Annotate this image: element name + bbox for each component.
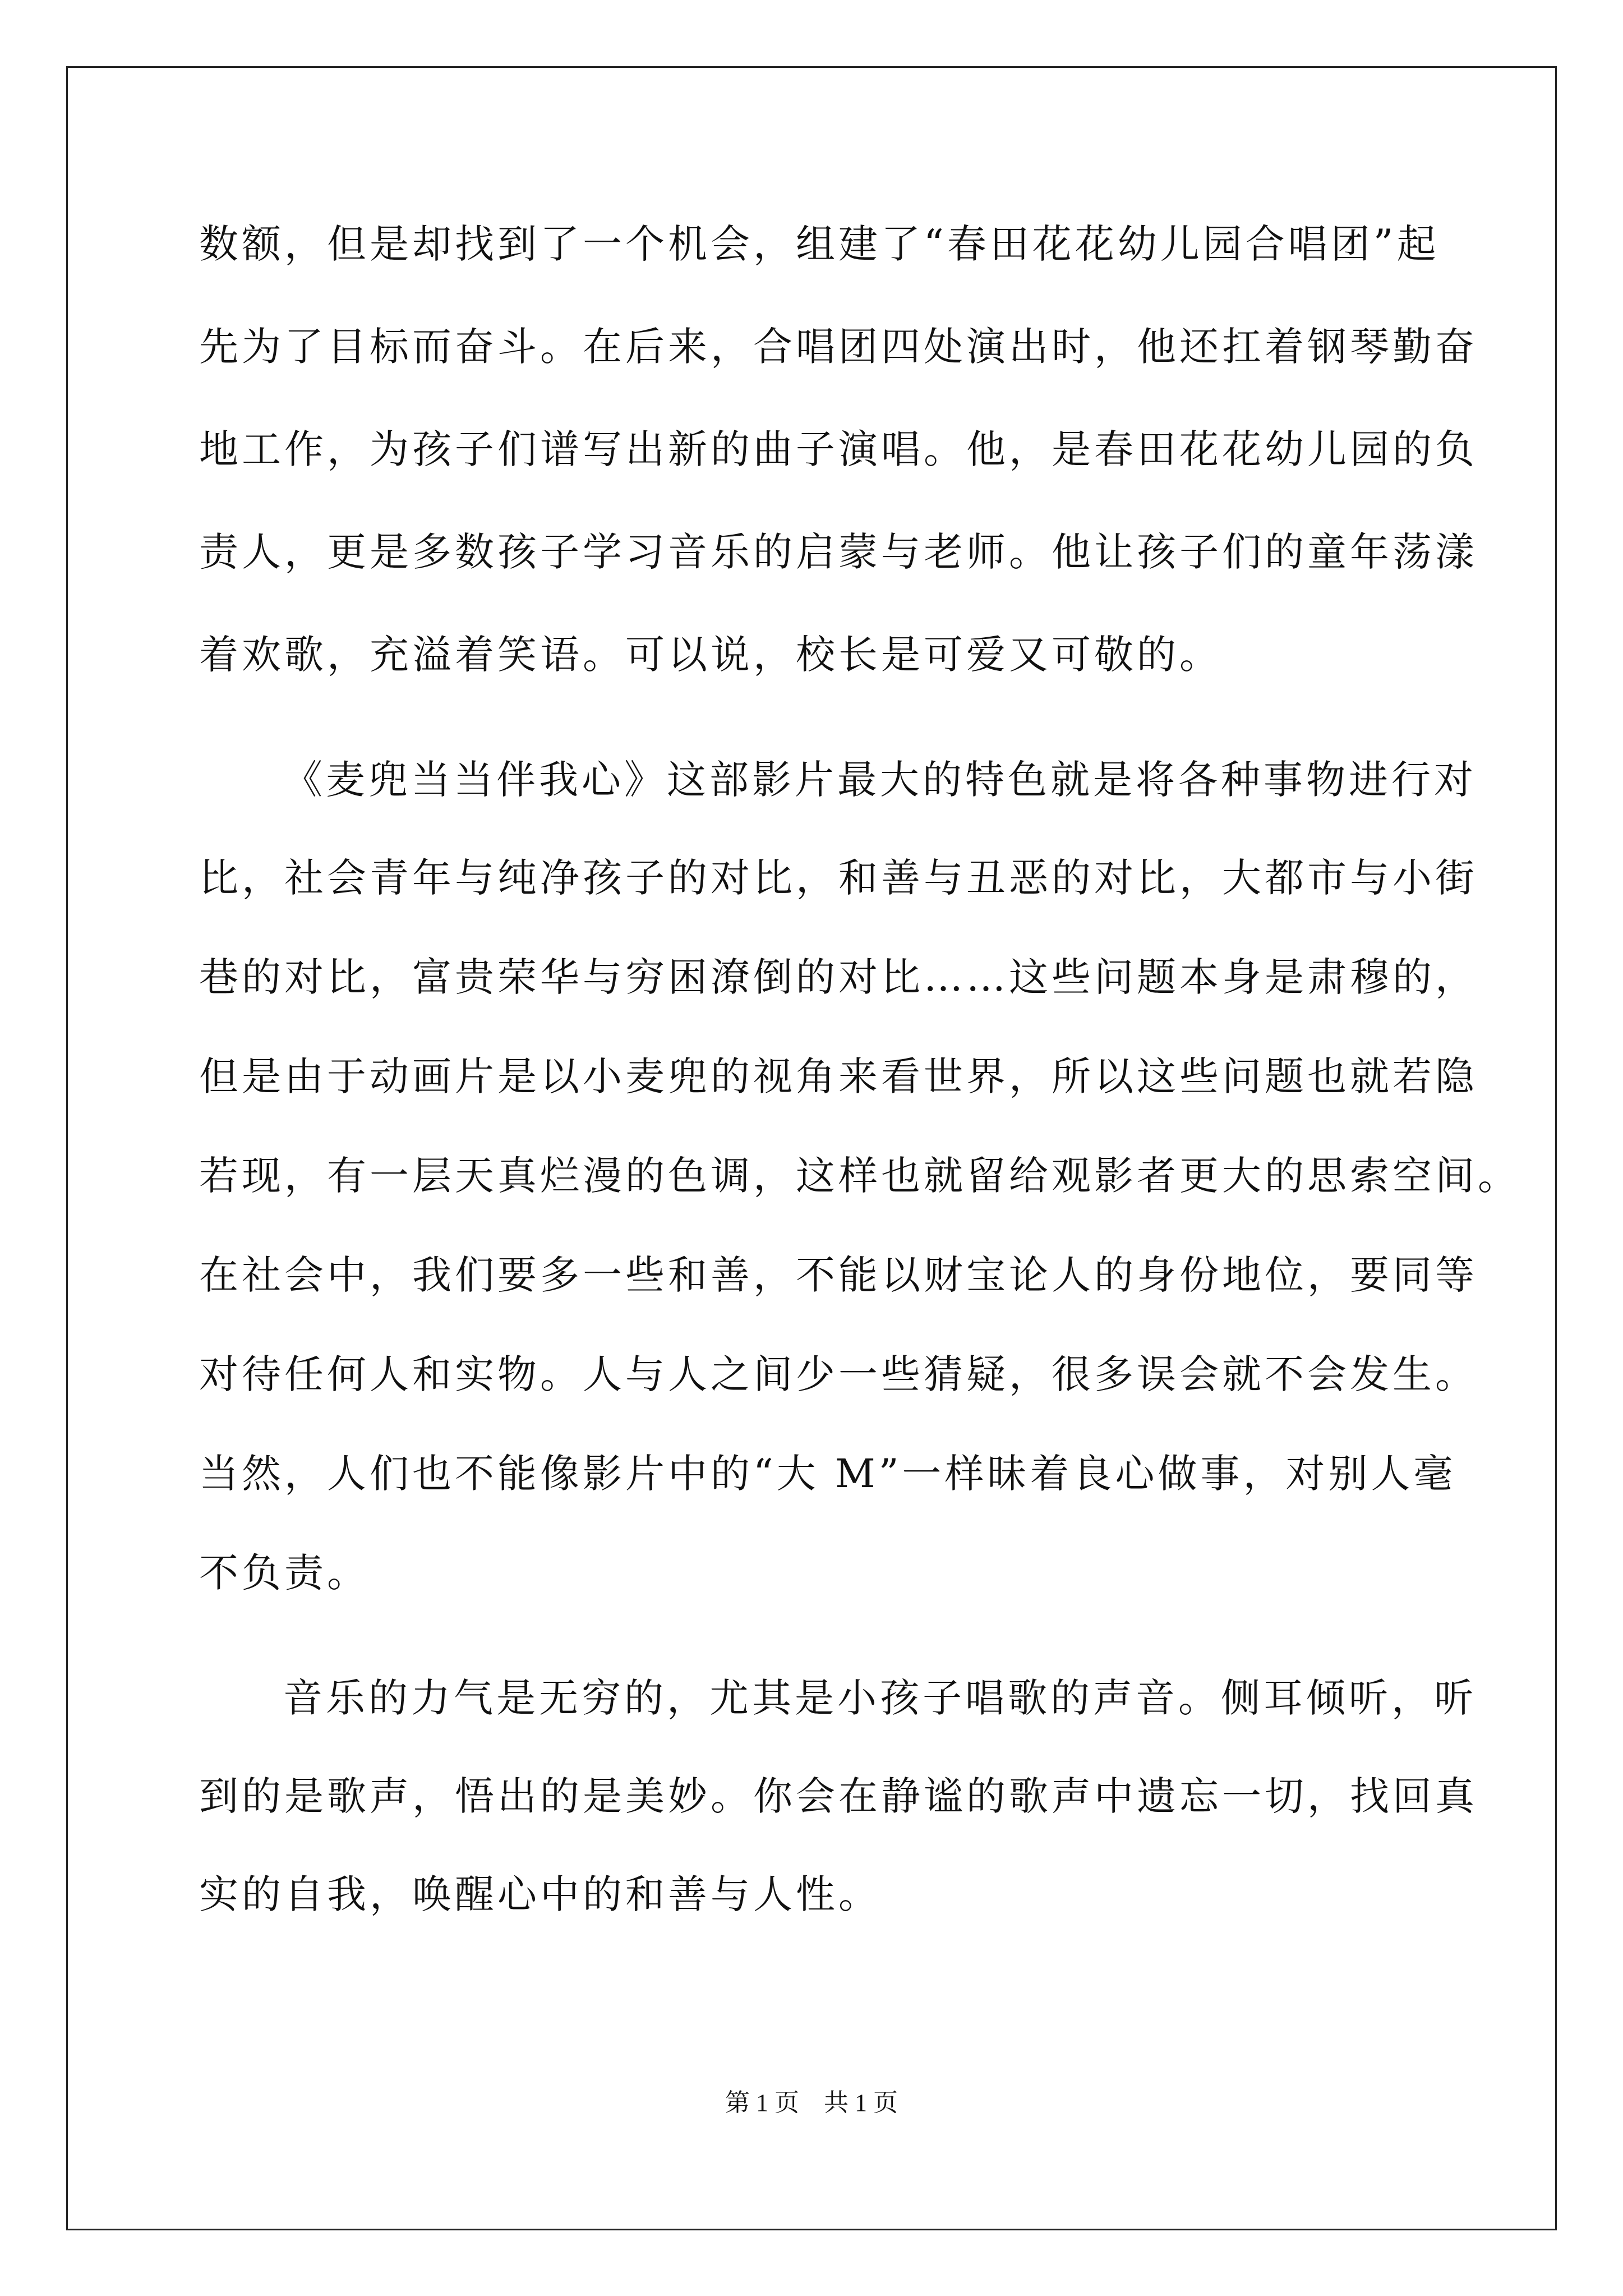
text-line: 实的自我，唤醒心中的和善与人性。 bbox=[199, 1871, 881, 1917]
text-line: 着欢歌，充溢着笑语。可以说，校长是可爱又可敬的。 bbox=[199, 632, 1222, 678]
text-line: 巷的对比，富贵荣华与穷困潦倒的对比……这些问题本身是肃穆的， bbox=[199, 954, 1478, 1000]
text-line: 对待任何人和实物。人与人之间少一些猜疑，很多误会就不会发生。 bbox=[199, 1351, 1478, 1397]
text-line: 在社会中，我们要多一些和善，不能以财宝论人的身份地位，要同等 bbox=[199, 1252, 1478, 1298]
paragraph-start-line: 音乐的力气是无穷的，尤其是小孩子唱歌的声音。侧耳倾听，听 bbox=[283, 1675, 1477, 1721]
text-line: 若现，有一层天真烂漫的色调，这样也就留给观影者更大的思索空间。 bbox=[199, 1153, 1520, 1199]
text-line: 比，社会青年与纯净孩子的对比，和善与丑恶的对比，大都市与小街 bbox=[199, 855, 1478, 901]
text-line: 地工作，为孩子们谱写出新的曲子演唱。他，是春田花花幼儿园的负 bbox=[199, 426, 1478, 472]
text-line: 责人，更是多数孩子学习音乐的启蒙与老师。他让孩子们的童年荡漾 bbox=[199, 529, 1478, 575]
text-line: 先为了目标而奋斗。在后来，合唱团四处演出时，他还扛着钢琴勤奋 bbox=[199, 324, 1478, 370]
text-line: 但是由于动画片是以小麦兜的视角来看世界，所以这些问题也就若隐 bbox=[199, 1053, 1478, 1099]
text-line: 数额，但是却找到了一个机会，组建了“春田花花幼儿园合唱团”起 bbox=[199, 221, 1440, 267]
page-number-footer: 第 1 页 共 1 页 bbox=[725, 2089, 898, 2116]
text-line: 到的是歌声，悟出的是美妙。你会在静谧的歌声中遗忘一切，找回真 bbox=[199, 1773, 1478, 1819]
paragraph-start-line: 《麦兜当当伴我心》这部影片最大的特色就是将各种事物进行对 bbox=[283, 757, 1477, 803]
text-line: 不负责。 bbox=[199, 1550, 370, 1596]
text-line: 当然，人们也不能像影片中的“大 M”一样昧着良心做事，对别人毫 bbox=[199, 1451, 1456, 1497]
